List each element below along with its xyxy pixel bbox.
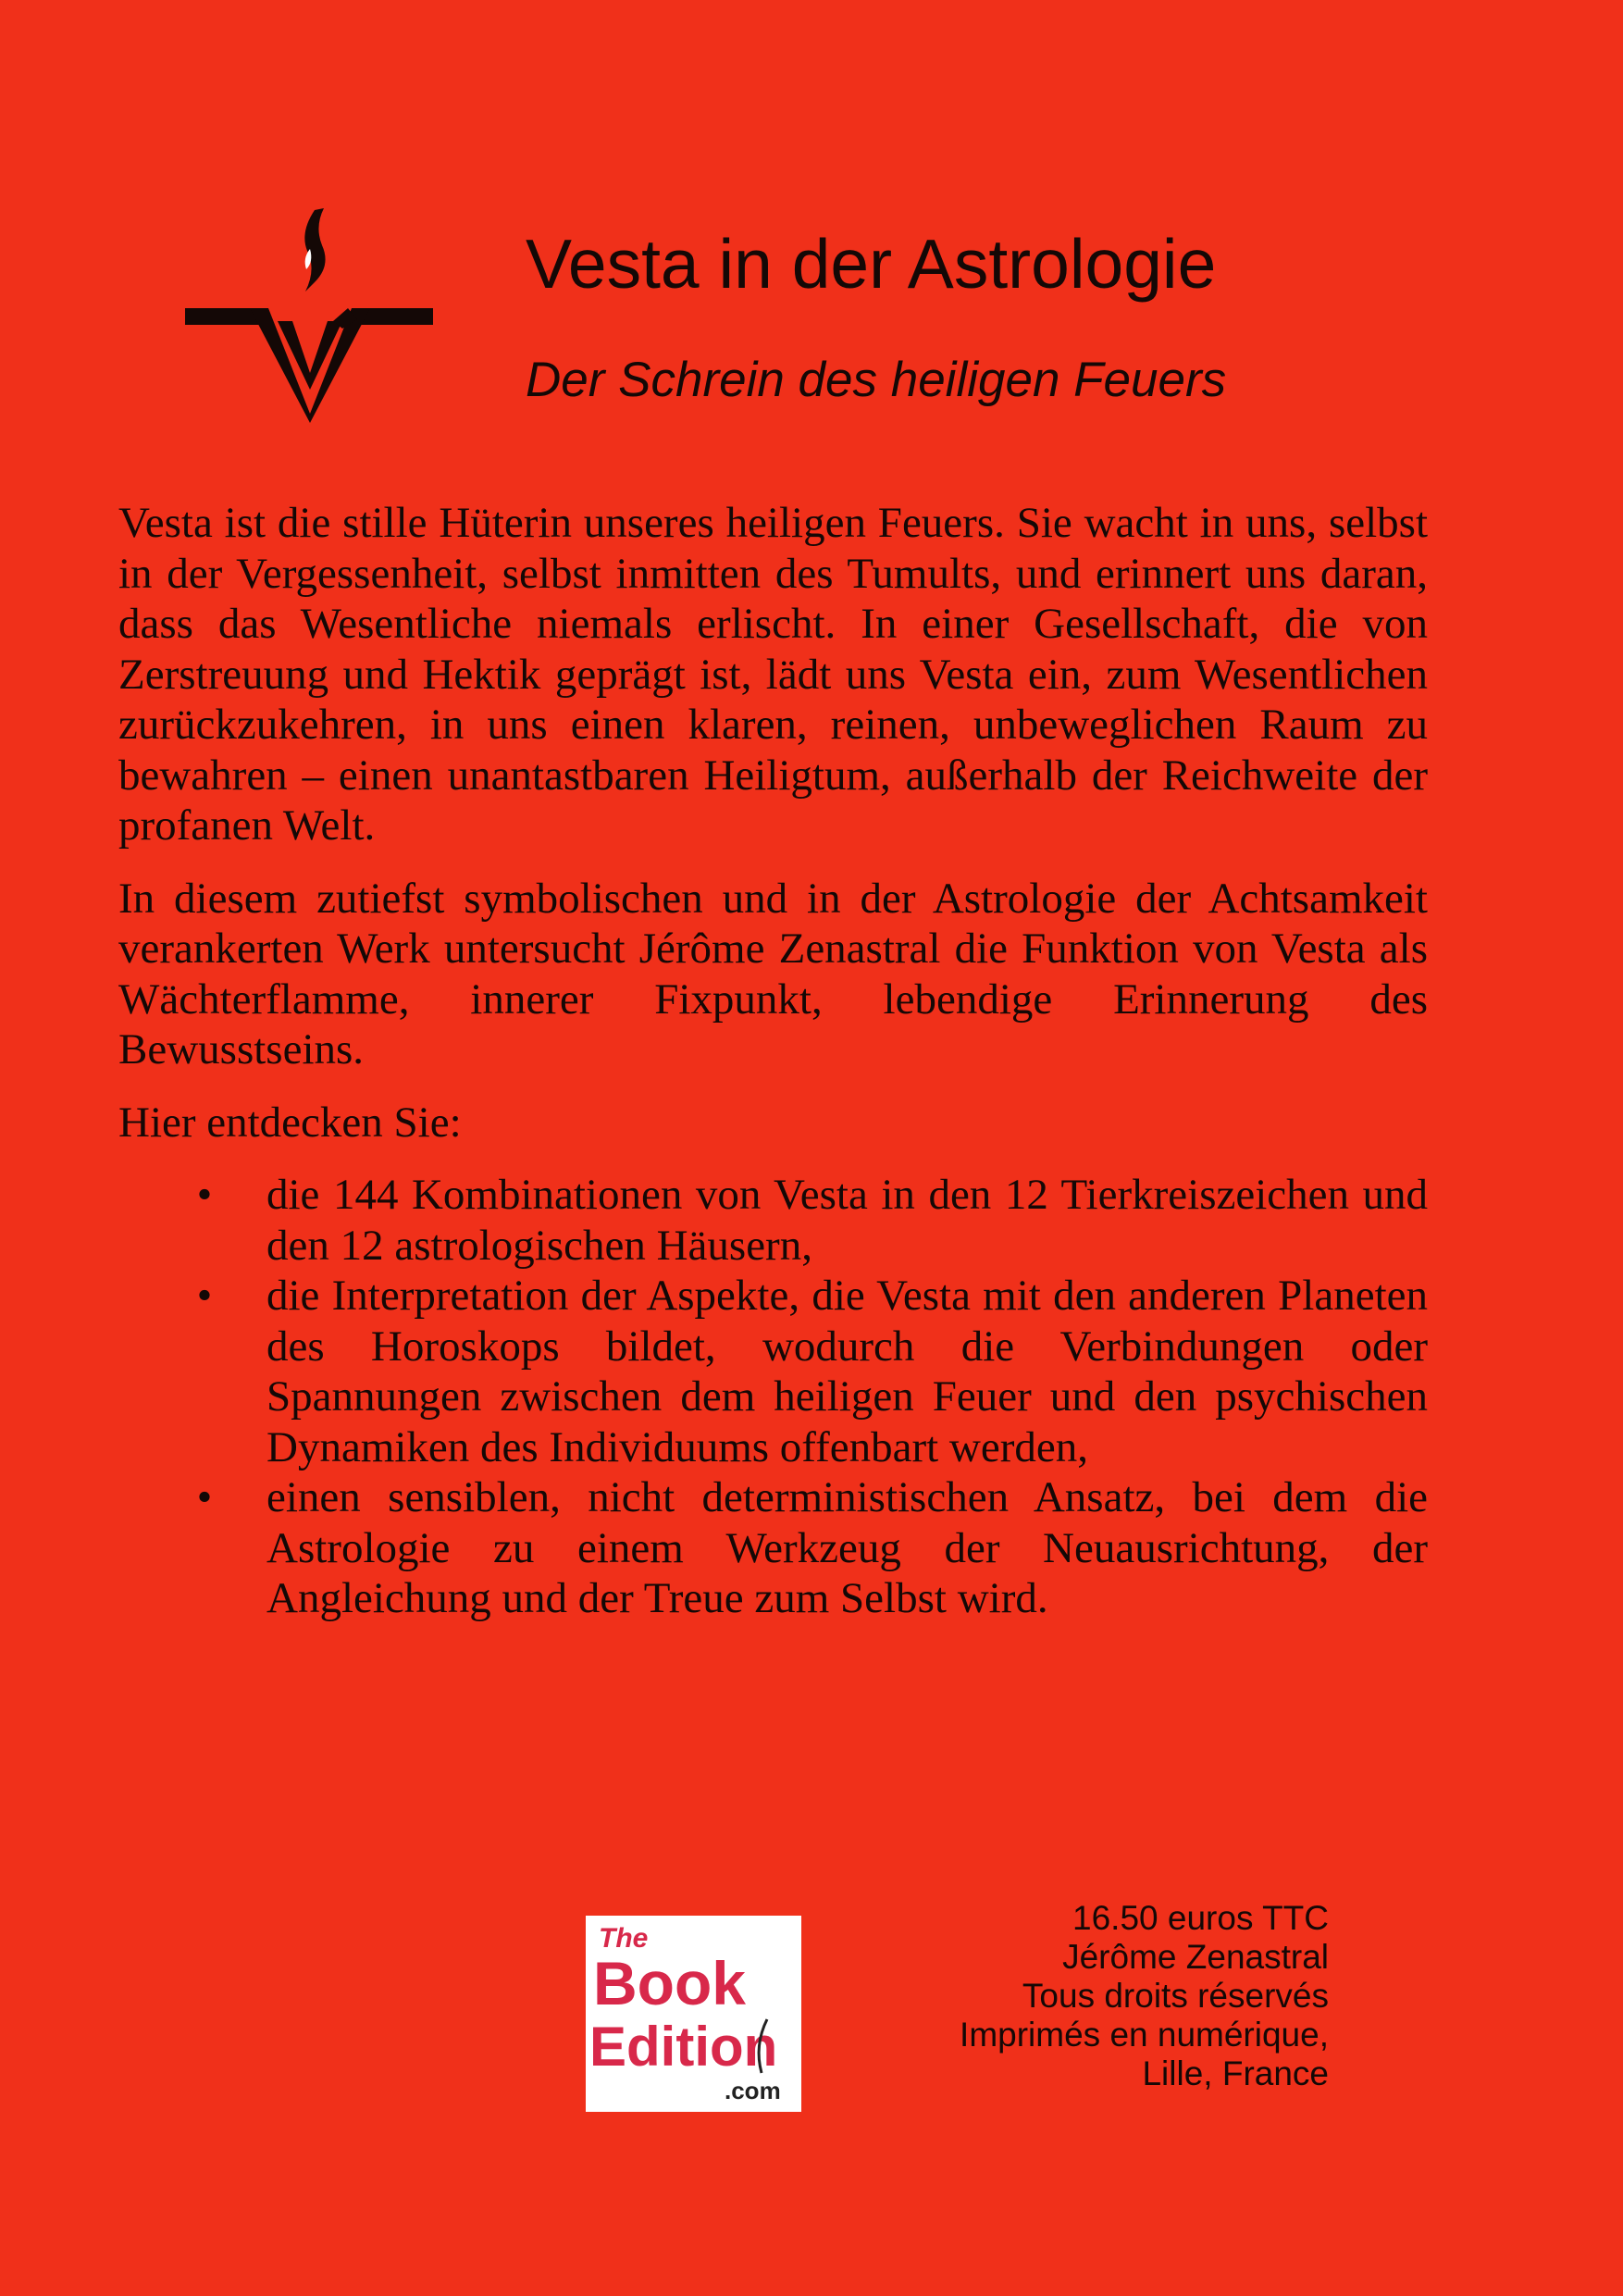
- rights-notice: Tous droits réservés: [1022, 1977, 1329, 2015]
- feature-list: [118, 1170, 1428, 1624]
- logo-line-the: The: [599, 1923, 649, 1954]
- price-label: 16.50 euros TTC: [1072, 1899, 1329, 1937]
- book-subtitle: Der Schrein des heiligen Feuers: [526, 353, 1227, 407]
- logo-line-edition: Edition: [589, 2016, 778, 2078]
- list-item-text: einen sensiblen, nicht deterministischen Ansatz, bei dem die Astrologie zu einem Werkzeug der Neuausrichtung, der Angleichung und der Treue zum Selbst wird.: [266, 1473, 1428, 1622]
- list-item: [118, 1271, 1428, 1472]
- list-intro: Hier entdecken Sie:: [118, 1098, 462, 1147]
- bullet-icon: •: [196, 1473, 213, 1521]
- publisher-logo: [586, 1916, 801, 2112]
- logo-line-book: Book: [593, 1949, 746, 2017]
- printing-notice: Imprimés en numérique,: [960, 2016, 1329, 2054]
- bullet-icon: •: [196, 1171, 213, 1219]
- list-item-text: die 144 Kombinationen von Vesta in den 12 Tierkreiszeichen und den 12 astrologischen Häusern,: [266, 1171, 1428, 1270]
- book-title: Vesta in der Astrologie: [526, 225, 1217, 303]
- list-item: [118, 1472, 1428, 1624]
- print-location: Lille, France: [1142, 2054, 1329, 2092]
- author-name: Jérôme Zenastral: [1062, 1938, 1329, 1976]
- bullet-icon: •: [196, 1272, 213, 1320]
- vesta-symbol-icon: [185, 208, 435, 426]
- list-item: [118, 1170, 1428, 1271]
- blurb-text: [118, 498, 1428, 1624]
- blurb-paragraph-1: Vesta ist die stille Hüterin unseres heiligen Feuers. Sie wacht in uns, selbst in der Vergessenheit, selbst inmitten des Tumults, und erinnert uns daran, dass das Wesentliche niemals erlischt. In einer Gesellschaft, die von Zerstreuung und Hektik geprägt ist, lädt uns Vesta ein, zum Wesentlichen zurückzukehren, in uns einen klaren, reinen, unbeweglichen Raum zu bewahren – einen unantastbaren Heiligtum, außerhalb der Reichweite der profanen Welt.: [118, 499, 1428, 850]
- imprint-block: [960, 1899, 1329, 2093]
- logo-line-com: .com: [725, 2077, 781, 2104]
- blurb-paragraph-2: In diesem zutiefst symbolischen und in der Astrologie der Achtsamkeit verankerten Werk untersucht Jérôme Zenastral die Funktion von Vesta als Wächterflamme, innerer Fixpunkt, lebendige Erinnerung des Bewusstseins.: [118, 874, 1428, 1074]
- list-item-text: die Interpretation der Aspekte, die Vesta mit den anderen Planeten des Horoskops bildet, wodurch die Verbindungen oder Spannungen zwischen dem heiligen Feuer und den psychischen Dynamiken des Individuums offenbart werden,: [266, 1272, 1428, 1471]
